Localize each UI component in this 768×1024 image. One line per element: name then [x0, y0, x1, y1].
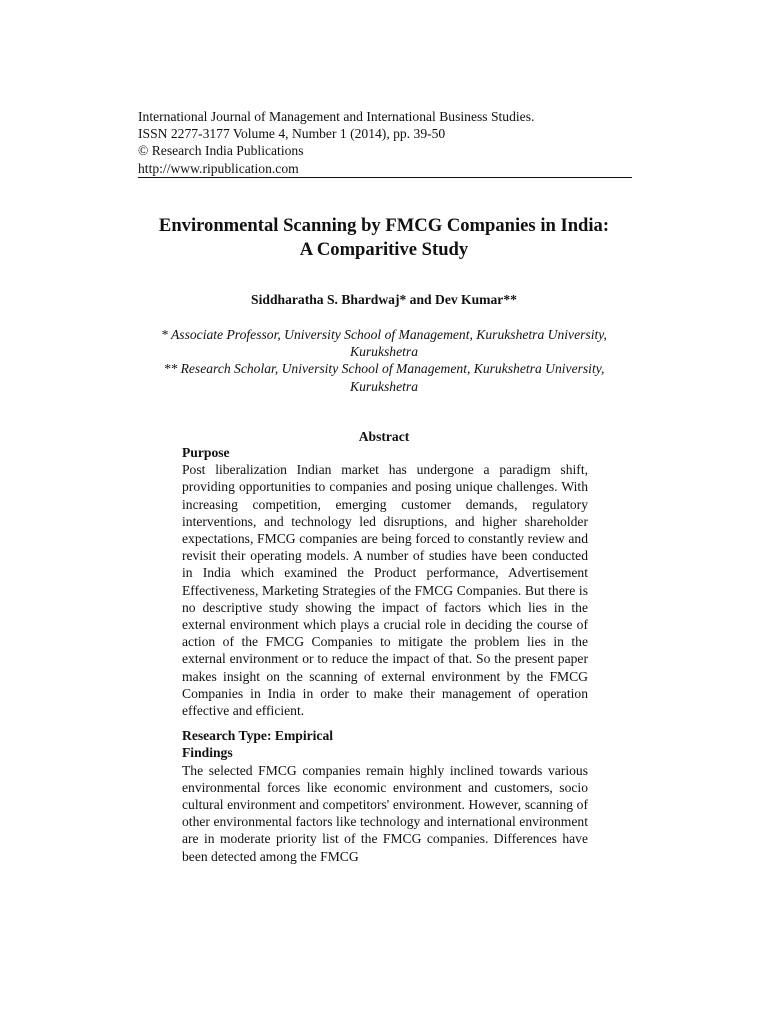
header-divider [138, 177, 632, 178]
abstract-body [182, 444, 588, 865]
research-type-heading: Research Type: Empirical [182, 728, 334, 744]
journal-header [138, 108, 632, 177]
paper-title [100, 214, 668, 261]
purpose-paragraph: Post liberalization Indian market has undergone a paradigm shift, providing opportunities to companies and posing unique challenges. With increasing competition, emerging customer demands, regulatory interventions, and technology led disruptions, and higher shareholder expectations, FMCG companies are being forced to constantly review and revisit their operating models. A number of studies have been conducted in India which examined the Product performance, Advertisement Effectiveness, Marketing Strategies of the FMCG Companies. But there is no descriptive study showing the impact of factors which lies in the external environment which plays a crucial role in deciding the course of action of the FMCG Companies to mitigate the problem lies in the external environment or to reduce the impact of that. So the present paper makes insight on the scanning of external environment by the FMCG Companies in India in order to make their management of operation effective and efficient. [182, 462, 588, 719]
section-spacer [182, 719, 588, 727]
affiliation-2-line-2: Kurukshetra [350, 378, 418, 394]
abstract-heading: Abstract [358, 429, 410, 444]
findings-paragraph: The selected FMCG companies remain highly inclined towards various environmental forces like economic environment and customers, socio cultural environment and competitors' environment. However, scanning of other environmental factors like technology and international environment are in moderate priority list of the FMCG companies. Differences have been detected among the FMCG [182, 762, 588, 864]
affiliation-1-line-2: Kurukshetra [350, 344, 418, 360]
issn-line: ISSN 2277-3177 Volume 4, Number 1 (2014), pp. 39-50 [138, 126, 446, 142]
findings-heading: Findings [182, 745, 233, 761]
affiliation-1-line-1: * Associate Professor, University School of Management, Kurukshetra University, [161, 327, 607, 342]
purpose-heading: Purpose [182, 445, 230, 460]
copyright-line: © Research India Publications [138, 143, 304, 159]
author-list: Siddharatha S. Bhardwaj* and Dev Kumar** [251, 292, 517, 307]
journal-name: International Journal of Management and International Business Studies. [138, 109, 535, 124]
affiliation-2-line-1: ** Research Scholar, University School of Management, Kurukshetra University, [163, 361, 605, 377]
title-line-1: Environmental Scanning by FMCG Companies in India: [158, 215, 610, 236]
affiliations [128, 326, 640, 395]
journal-url: http://www.ripublication.com [138, 160, 299, 176]
title-line-2: A Comparitive Study [299, 238, 469, 260]
